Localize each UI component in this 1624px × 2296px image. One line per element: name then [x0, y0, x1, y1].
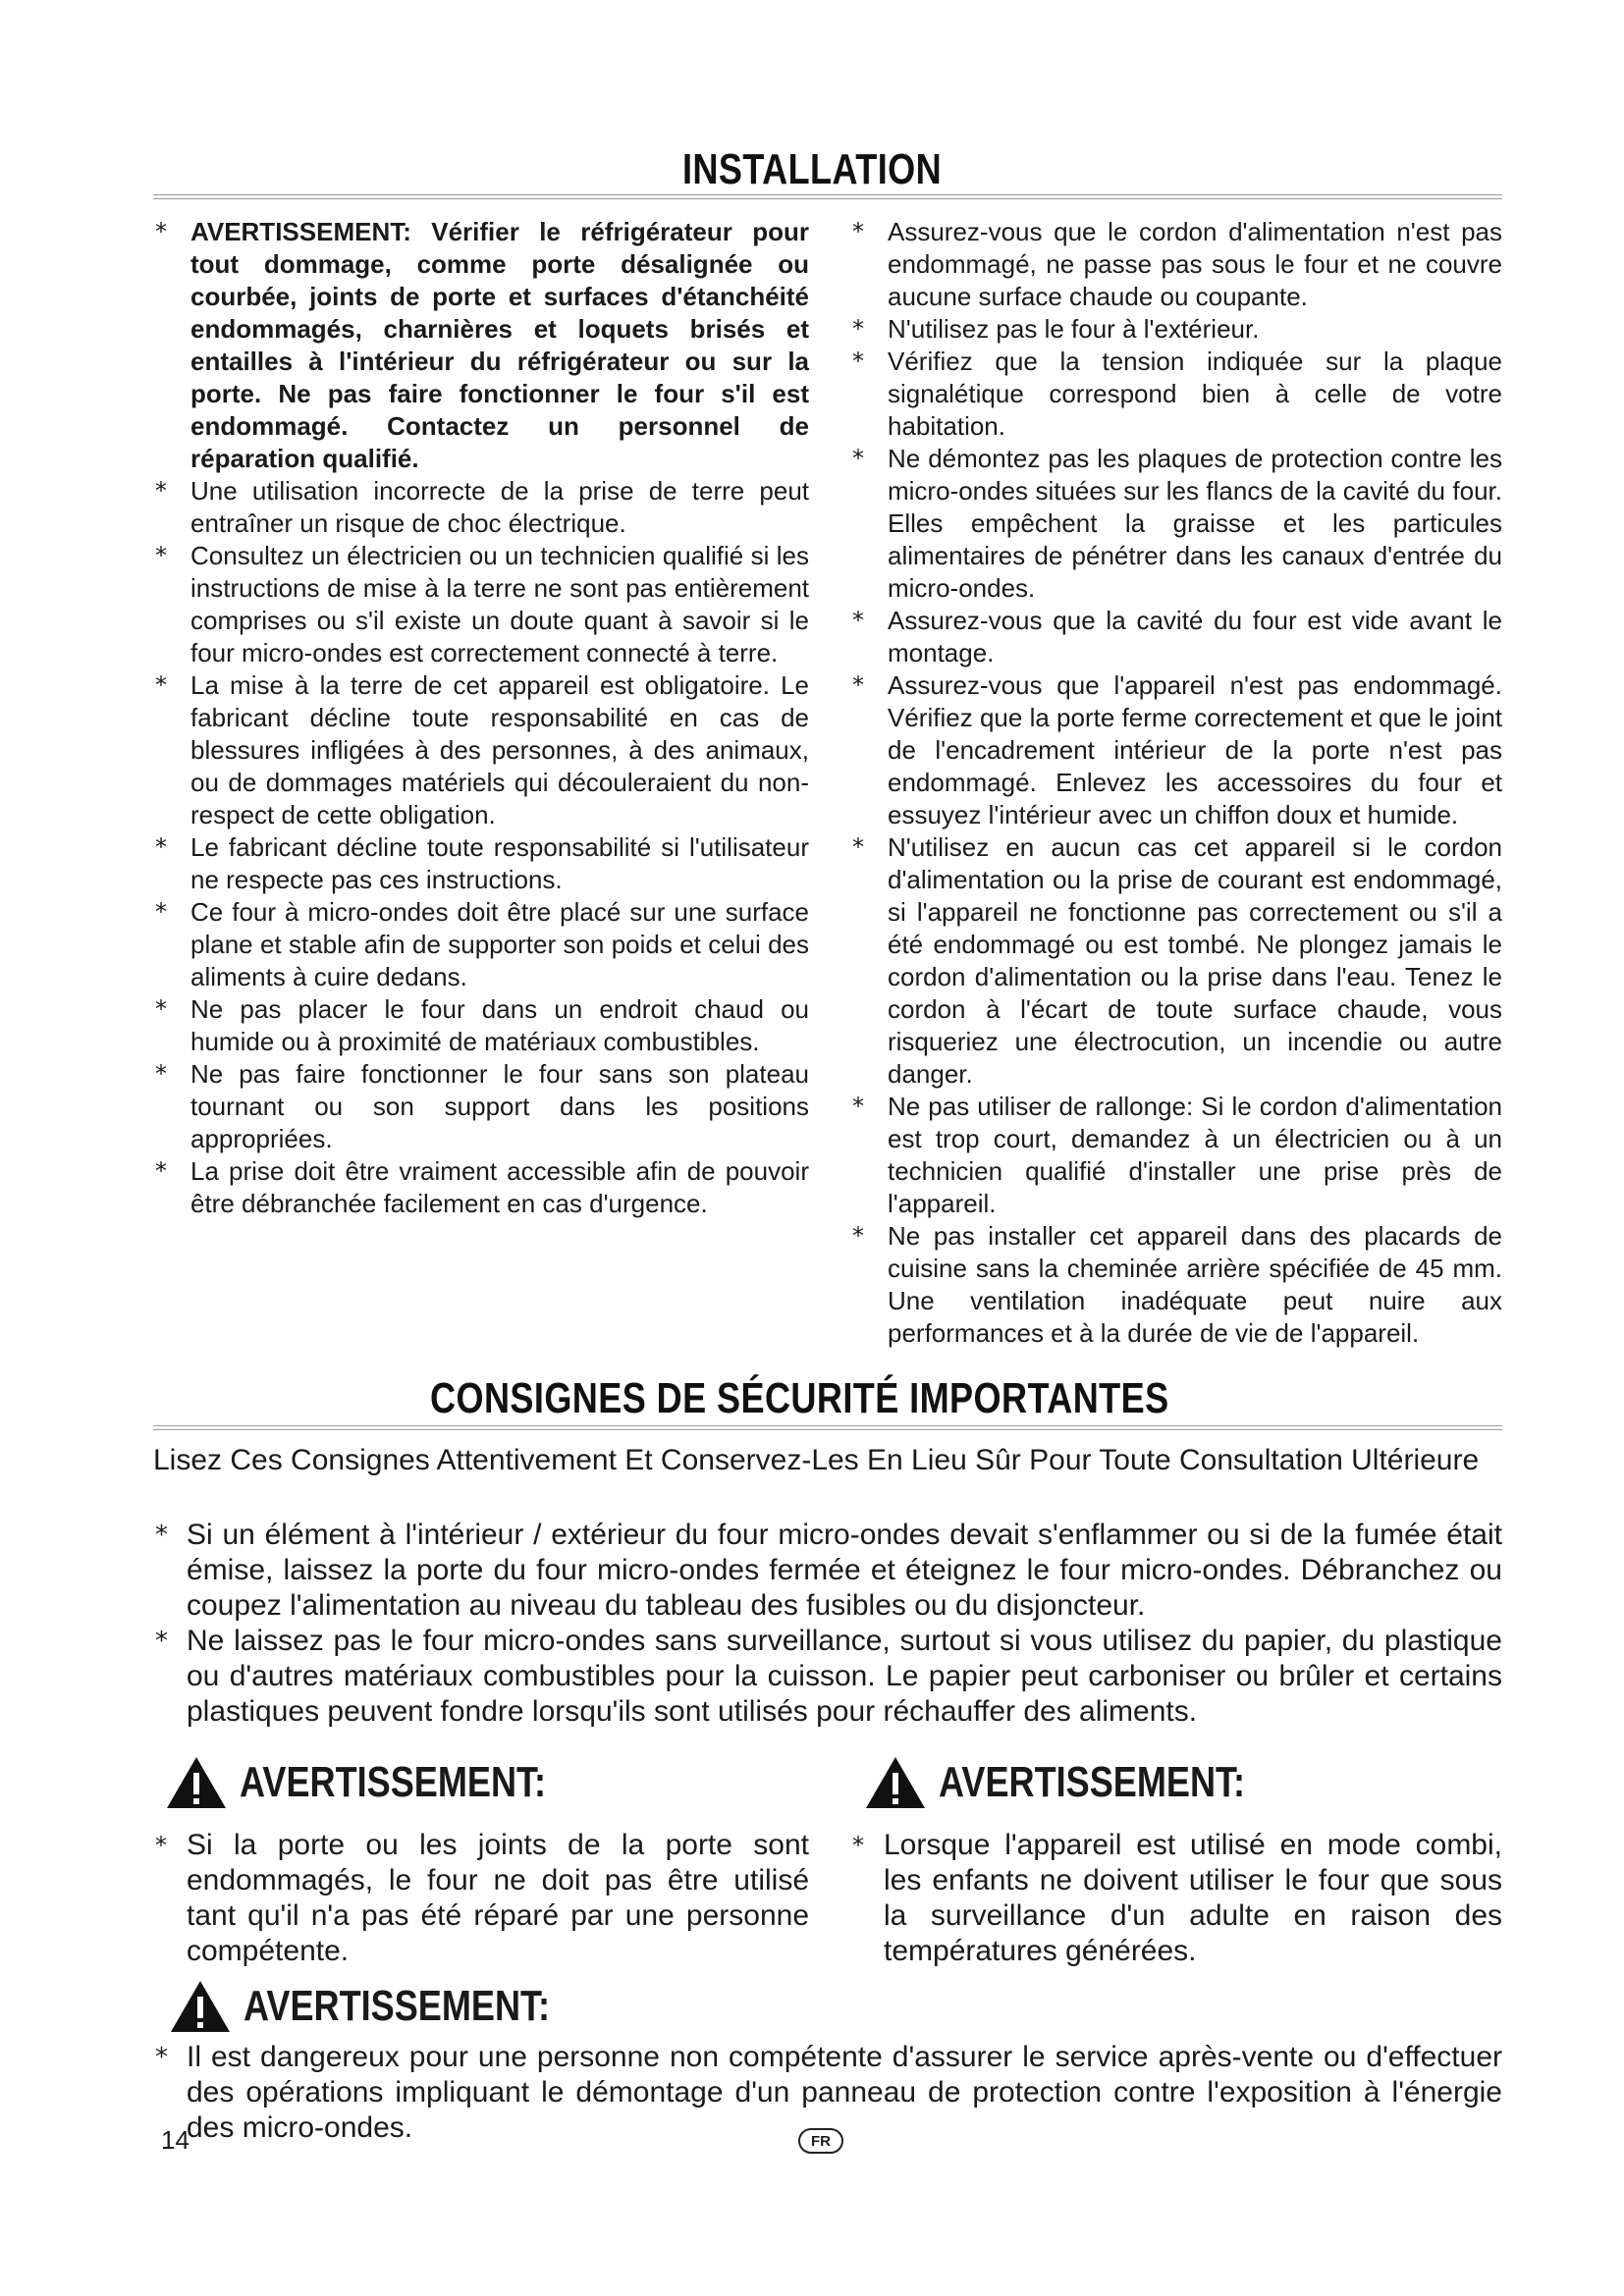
- bullet-star: *: [852, 347, 864, 375]
- list-item: * La mise à la terre de cet appareil est obligatoire. Le fabricant décline toute responsabilité en cas de blessures infligées à des personnes, à des animaux, ou de dommages matériels qui découleraient du non-respect de cette obligation.: [155, 670, 809, 829]
- bullet-star: *: [155, 833, 167, 861]
- bullet-star: *: [155, 2043, 168, 2072]
- bullet-star: *: [852, 315, 864, 343]
- warning-label: AVERTISSEMENT:: [240, 1758, 547, 1806]
- language-badge: FR: [798, 2128, 843, 2154]
- bullet-star: *: [852, 833, 864, 861]
- bullet-star: *: [155, 671, 167, 699]
- installation-rule: [153, 194, 1502, 199]
- list-item: * Ne démontez pas les plaques de protection contre les micro-ondes situées sur les flancs de la cavité du four. Elles empêchent la graisse et les particules alimentaires de pénétrer dans les canaux d'entrée du micro-ondes.: [852, 444, 1502, 603]
- warning-triangle-icon: [169, 1979, 232, 2034]
- warning-heading-1: [165, 1755, 614, 1810]
- list-item: * Lorsque l'appareil est utilisé en mode combi, les enfants ne doivent utiliser le four que sous la surveillance d'un adulte en raison des températures générées.: [852, 1829, 1502, 1967]
- warning-heading-2: [864, 1755, 1313, 1810]
- list-item: * Assurez-vous que la cavité du four est vide avant le montage.: [852, 606, 1502, 667]
- warning-label: AVERTISSEMENT:: [244, 1982, 551, 2030]
- consignes-list: [153, 1518, 1502, 1730]
- list-item: * Assurez-vous que le cordon d'alimentation n'est pas endommagé, ne passe pas sous le four et ne couvre aucune surface chaude ou coupante.: [852, 217, 1502, 311]
- list-item: * Ne pas faire fonctionner le four sans son plateau tournant ou son support dans les positions appropriées.: [155, 1059, 809, 1153]
- bullet-star: *: [852, 607, 864, 634]
- list-item: * Assurez-vous que l'appareil n'est pas endommagé. Vérifiez que la porte ferme correctement et que le joint de l'encadrement intérieur de la porte n'est pas endommagé. Enlevez les accessoires du four et essuyez l'intérieur avec un chiffon doux et humide.: [852, 670, 1502, 829]
- installation-right-column: [850, 216, 1502, 1350]
- warning-triangle-icon: [864, 1755, 927, 1810]
- bullet-star: *: [155, 1060, 167, 1088]
- warning-text-2: [850, 1828, 1502, 1969]
- bullet-star: *: [155, 1157, 167, 1185]
- bullet-star: *: [852, 671, 864, 699]
- list-item: * Si un élément à l'intérieur / extérieur du four micro-ondes devait s'enflammer ou si de la fumée était émise, laissez la porte du four micro-ondes fermée et éteignez le four micro-ondes. Débranchez ou coupez l'alimentation au niveau du tableau des fusibles ou du disjoncteur.: [155, 1519, 1502, 1622]
- warning-label: AVERTISSEMENT:: [939, 1758, 1246, 1806]
- list-item: * Il est dangereux pour une personne non compétente d'assurer le service après-vente ou d'effectuer des opérations impliquant le démontage d'un panneau de protection contre l'exposition à l'énergie des micro-ondes.: [155, 2041, 1502, 2144]
- list-item: * AVERTISSEMENT: Vérifier le réfrigérateur pour tout dommage, comme porte désalignée ou courbée, joints de porte et surfaces d'étanchéité endommagés, charnières et loquets brisés et entailles à l'intérieur du réfrigérateur ou sur la porte. Ne pas faire fonctionner le four s'il est endommagé. Contactez un personnel de réparation qualifié.: [155, 217, 809, 473]
- list-item: * N'utilisez en aucun cas cet appareil si le cordon d'alimentation ou la prise de courant est endommagé, si l'appareil ne fonctionne pas correctement ou s'il a été endommagé ou est tombé. Ne plongez jamais le cordon d'alimentation ou la prise dans l'eau. Tenez le cordon à l'écart de toute surface chaude, vous risqueriez une électrocution, un incendie ou autre danger.: [852, 832, 1502, 1089]
- list-item: * Le fabricant décline toute responsabilité si l'utilisateur ne respecte pas ces instructions.: [155, 832, 809, 894]
- list-item: * Si la porte ou les joints de la porte sont endommagés, le four ne doit pas être utilisé tant qu'il n'a pas été réparé par une personne compétente.: [155, 1829, 809, 1967]
- bullet-star: *: [852, 1093, 864, 1120]
- bullet-star: *: [155, 898, 167, 926]
- consignes-intro: Lisez Ces Consignes Attentivement Et Conservez-Les En Lieu Sûr Pour Toute Consultation Ultérieure: [153, 1444, 1480, 1476]
- installation-title: INSTALLATION: [682, 145, 943, 193]
- installation-left-column: [153, 216, 809, 1220]
- list-item: * Ne pas utiliser de rallonge: Si le cordon d'alimentation est trop court, demandez à un électricien ou à un technicien qualifié d'installer une prise près de l'appareil.: [852, 1092, 1502, 1218]
- bullet-star: *: [155, 477, 167, 505]
- warning-heading-3: [169, 1979, 618, 2034]
- consignes-rule: [153, 1425, 1502, 1430]
- list-item: * Vérifiez que la tension indiquée sur la plaque signalétique correspond bien à celle de votre habitation.: [852, 347, 1502, 441]
- list-item: * La prise doit être vraiment accessible afin de pouvoir être débranchée facilement en cas d'urgence.: [155, 1156, 809, 1218]
- list-item: * N'utilisez pas le four à l'extérieur.: [852, 314, 1260, 344]
- list-item: * Ce four à micro-ondes doit être placé sur une surface plane et stable afin de supporter son poids et celui des aliments à cuire dedans.: [155, 897, 809, 991]
- bullet-star: *: [155, 542, 167, 569]
- list-item: * Une utilisation incorrecte de la prise de terre peut entraîner un risque de choc électrique.: [155, 476, 809, 538]
- consignes-title: CONSIGNES DE SÉCURITÉ IMPORTANTES: [430, 1374, 1169, 1422]
- bullet-star: *: [852, 1222, 864, 1250]
- list-item: * Ne pas placer le four dans un endroit chaud ou humide ou à proximité de matériaux combustibles.: [155, 994, 809, 1056]
- warning-text-1: [153, 1828, 809, 1969]
- page-number: 14: [161, 2125, 189, 2155]
- list-item: * Ne pas installer cet appareil dans des placards de cuisine sans la cheminée arrière spécifiée de 45 mm. Une ventilation inadéquate peut nuire aux performances et à la durée de vie de l'appareil.: [852, 1221, 1502, 1348]
- bullet-star: *: [852, 218, 864, 245]
- list-item: * Consultez un électricien ou un technicien qualifié si les instructions de mise à la terre ne sont pas entièrement comprises ou s'il existe un doute quant à savoir si le four micro-ondes est correctement connecté à terre.: [155, 541, 809, 667]
- bullet-star: *: [155, 1521, 168, 1550]
- list-item: * Ne laissez pas le four micro-ondes sans surveillance, surtout si vous utilisez du papier, du plastique ou d'autres matériaux combustibles pour la cuisson. Le papier peut carboniser ou brûler et certains plastiques peuvent fondre lorsqu'ils sont utilisés pour réchauffer des aliments.: [155, 1625, 1502, 1728]
- warning-triangle-icon: [165, 1755, 228, 1810]
- bullet-star: *: [852, 1832, 864, 1859]
- bullet-star: *: [155, 1832, 167, 1859]
- bullet-star: *: [852, 445, 864, 472]
- bullet-star: *: [155, 995, 167, 1023]
- bullet-star: *: [155, 218, 167, 245]
- bullet-star: *: [155, 1627, 168, 1656]
